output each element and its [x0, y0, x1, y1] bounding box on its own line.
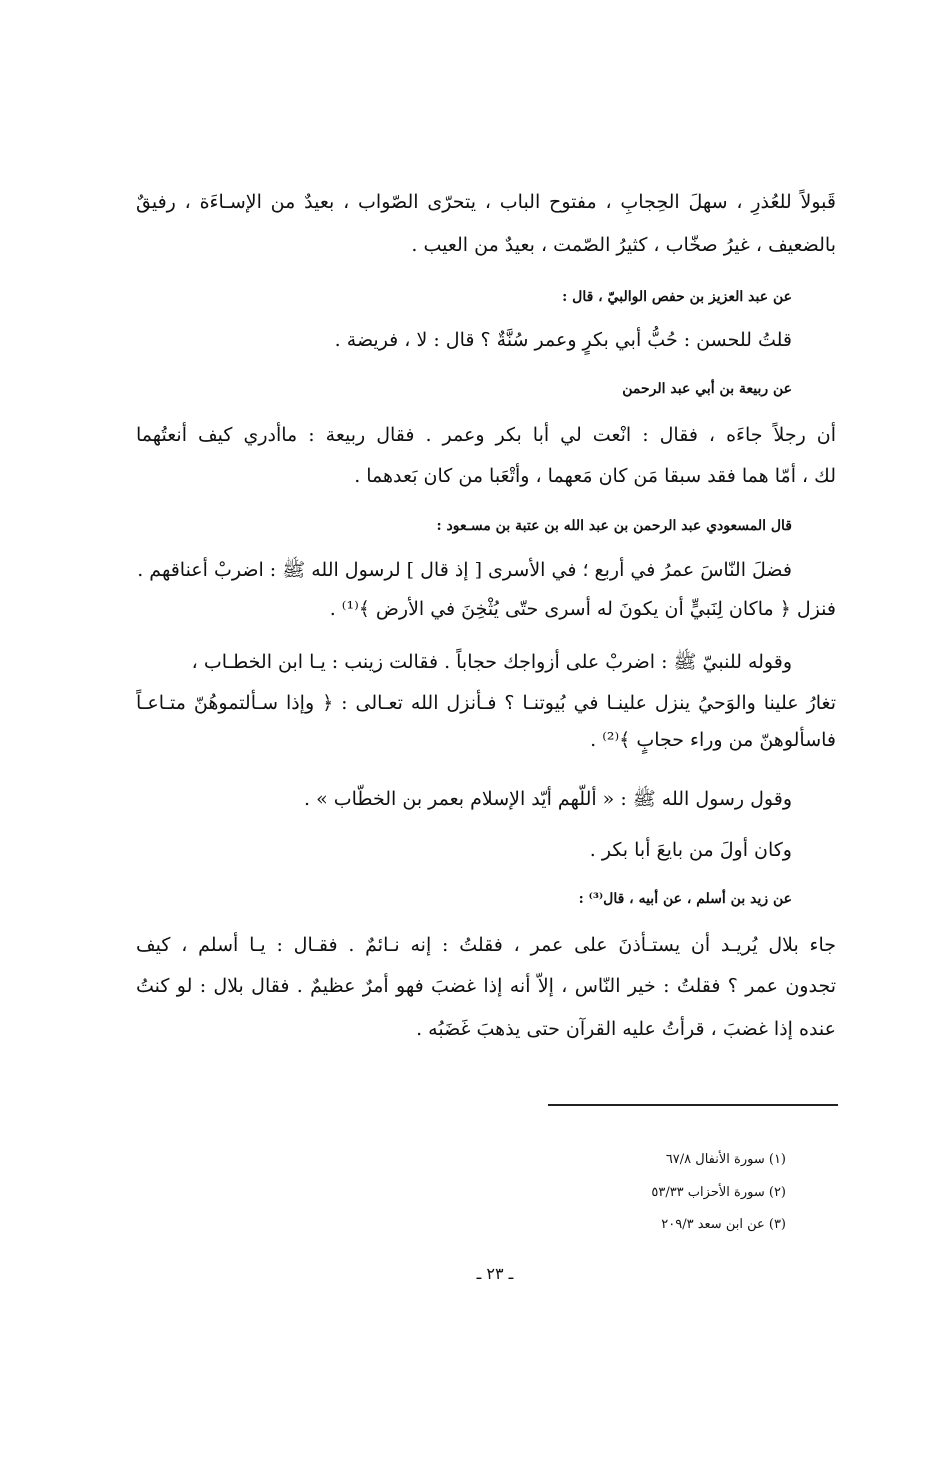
dua-line-1: وقول رسول الله ﷺ : « أللّهم أيّد الإسلام بعمر بن الخطّاب » . — [304, 788, 792, 810]
zaid-heading: عن زيد بن أسلم ، عن أبيه ، قال⁽³⁾ : — [578, 891, 792, 907]
masudi-line-2: فنزل ﴿ ماكان لِنَبيٍّ أن يكونَ له أسرى حتّى يُثْخِنَ في الأرض ﴾⁽¹⁾ . — [329, 598, 836, 620]
zaid-line-1: جاء بلال يُريـد أن يستـأذنَ على عمر ، فقلتُ : إنه نـائمٌ . فقـال : يـا أسلم ، كيف — [136, 934, 836, 956]
intro-line-2: بالضعيف ، غيرُ صخّاب ، كثيرُ الصّمت ، بعيدٌ من العيب . — [411, 234, 836, 256]
hasan-line-1: قلتُ للحسن : حُبُّ أبي بكرٍ وعمر سُنَّةٌ ؟ قال : لا ، فريضة . — [334, 329, 792, 351]
rabia-heading: عن ربيعة بن أبي عبد الرحمن — [622, 381, 792, 397]
rabia-line-2: لك ، أمّا هما فقد سبقا مَن كان مَعهما ، وأتْعَبا من كان بَعدهما . — [354, 465, 836, 487]
footnote-3: (٣) عن ابن سعد ٢٠٩/٣ — [661, 1217, 786, 1232]
masudi-line-1: فضلَ النّاسَ عمرُ في أربع ؛ في الأسرى [ إذ قال ] لرسول الله ﷺ : اضربْ أعناقهم . — [137, 559, 792, 581]
masudi-heading: قال المسعودي عبد الرحمن بن عبد الله بن عتبة بن مسـعود : — [436, 518, 792, 534]
zaid-line-2: تجدون عمر ؟ فقلتُ : خير النّاس ، إلاّ أنه إذا غضبَ فهو أمرٌ عظيمٌ . فقال بلال : لو كنتُ — [136, 975, 836, 997]
bayah-line-1: وكان أولَ من بايعَ أبا بكر . — [589, 839, 792, 861]
rabia-line-1: أن رجلاً جاءَه ، فقال : انْعت لي أبا بكر وعمر . فقال ربيعة : ماأدري كيف أنعتُهما — [136, 424, 836, 446]
hijab-line-3: فاسألوهنّ من وراء حجابٍ ﴾⁽²⁾ . — [590, 729, 836, 751]
footnote-2: (٢) سورة الأحزاب ٥٣/٣٣ — [651, 1185, 786, 1200]
footnote-divider — [548, 1104, 838, 1106]
footnote-1: (١) سورة الأنفال ٦٧/٨ — [665, 1152, 786, 1167]
intro-line-1: قَبولاً للعُذرِ ، سهلَ الحِجابِ ، مفتوح الباب ، يتحرّى الصّواب ، بعيدٌ من الإسـاءَة ، رفيقٌ — [136, 191, 836, 213]
zaid-line-3: عنده إذا غضبَ ، قرأتُ عليه القرآن حتى يذهبَ غَضَبُه . — [416, 1018, 836, 1040]
hasan-heading: عن عبد العزيز بن حفص الوالبيّ ، قال : — [562, 289, 792, 305]
page-number: ـ ٢٣ ـ — [476, 1264, 514, 1283]
hijab-line-2: تغارُ علينا والوَحيُ ينزل علينـا في بُيوتنـا ؟ فـأنزل الله تعـالى : ﴿ وإذا سـألتموهُنّ متـاعـاً — [136, 692, 836, 714]
hijab-line-1: وقوله للنبيّ ﷺ : اضربْ على أزواجك حجاباً . فقالت زينب : يـا ابن الخطـاب ، — [191, 651, 792, 673]
